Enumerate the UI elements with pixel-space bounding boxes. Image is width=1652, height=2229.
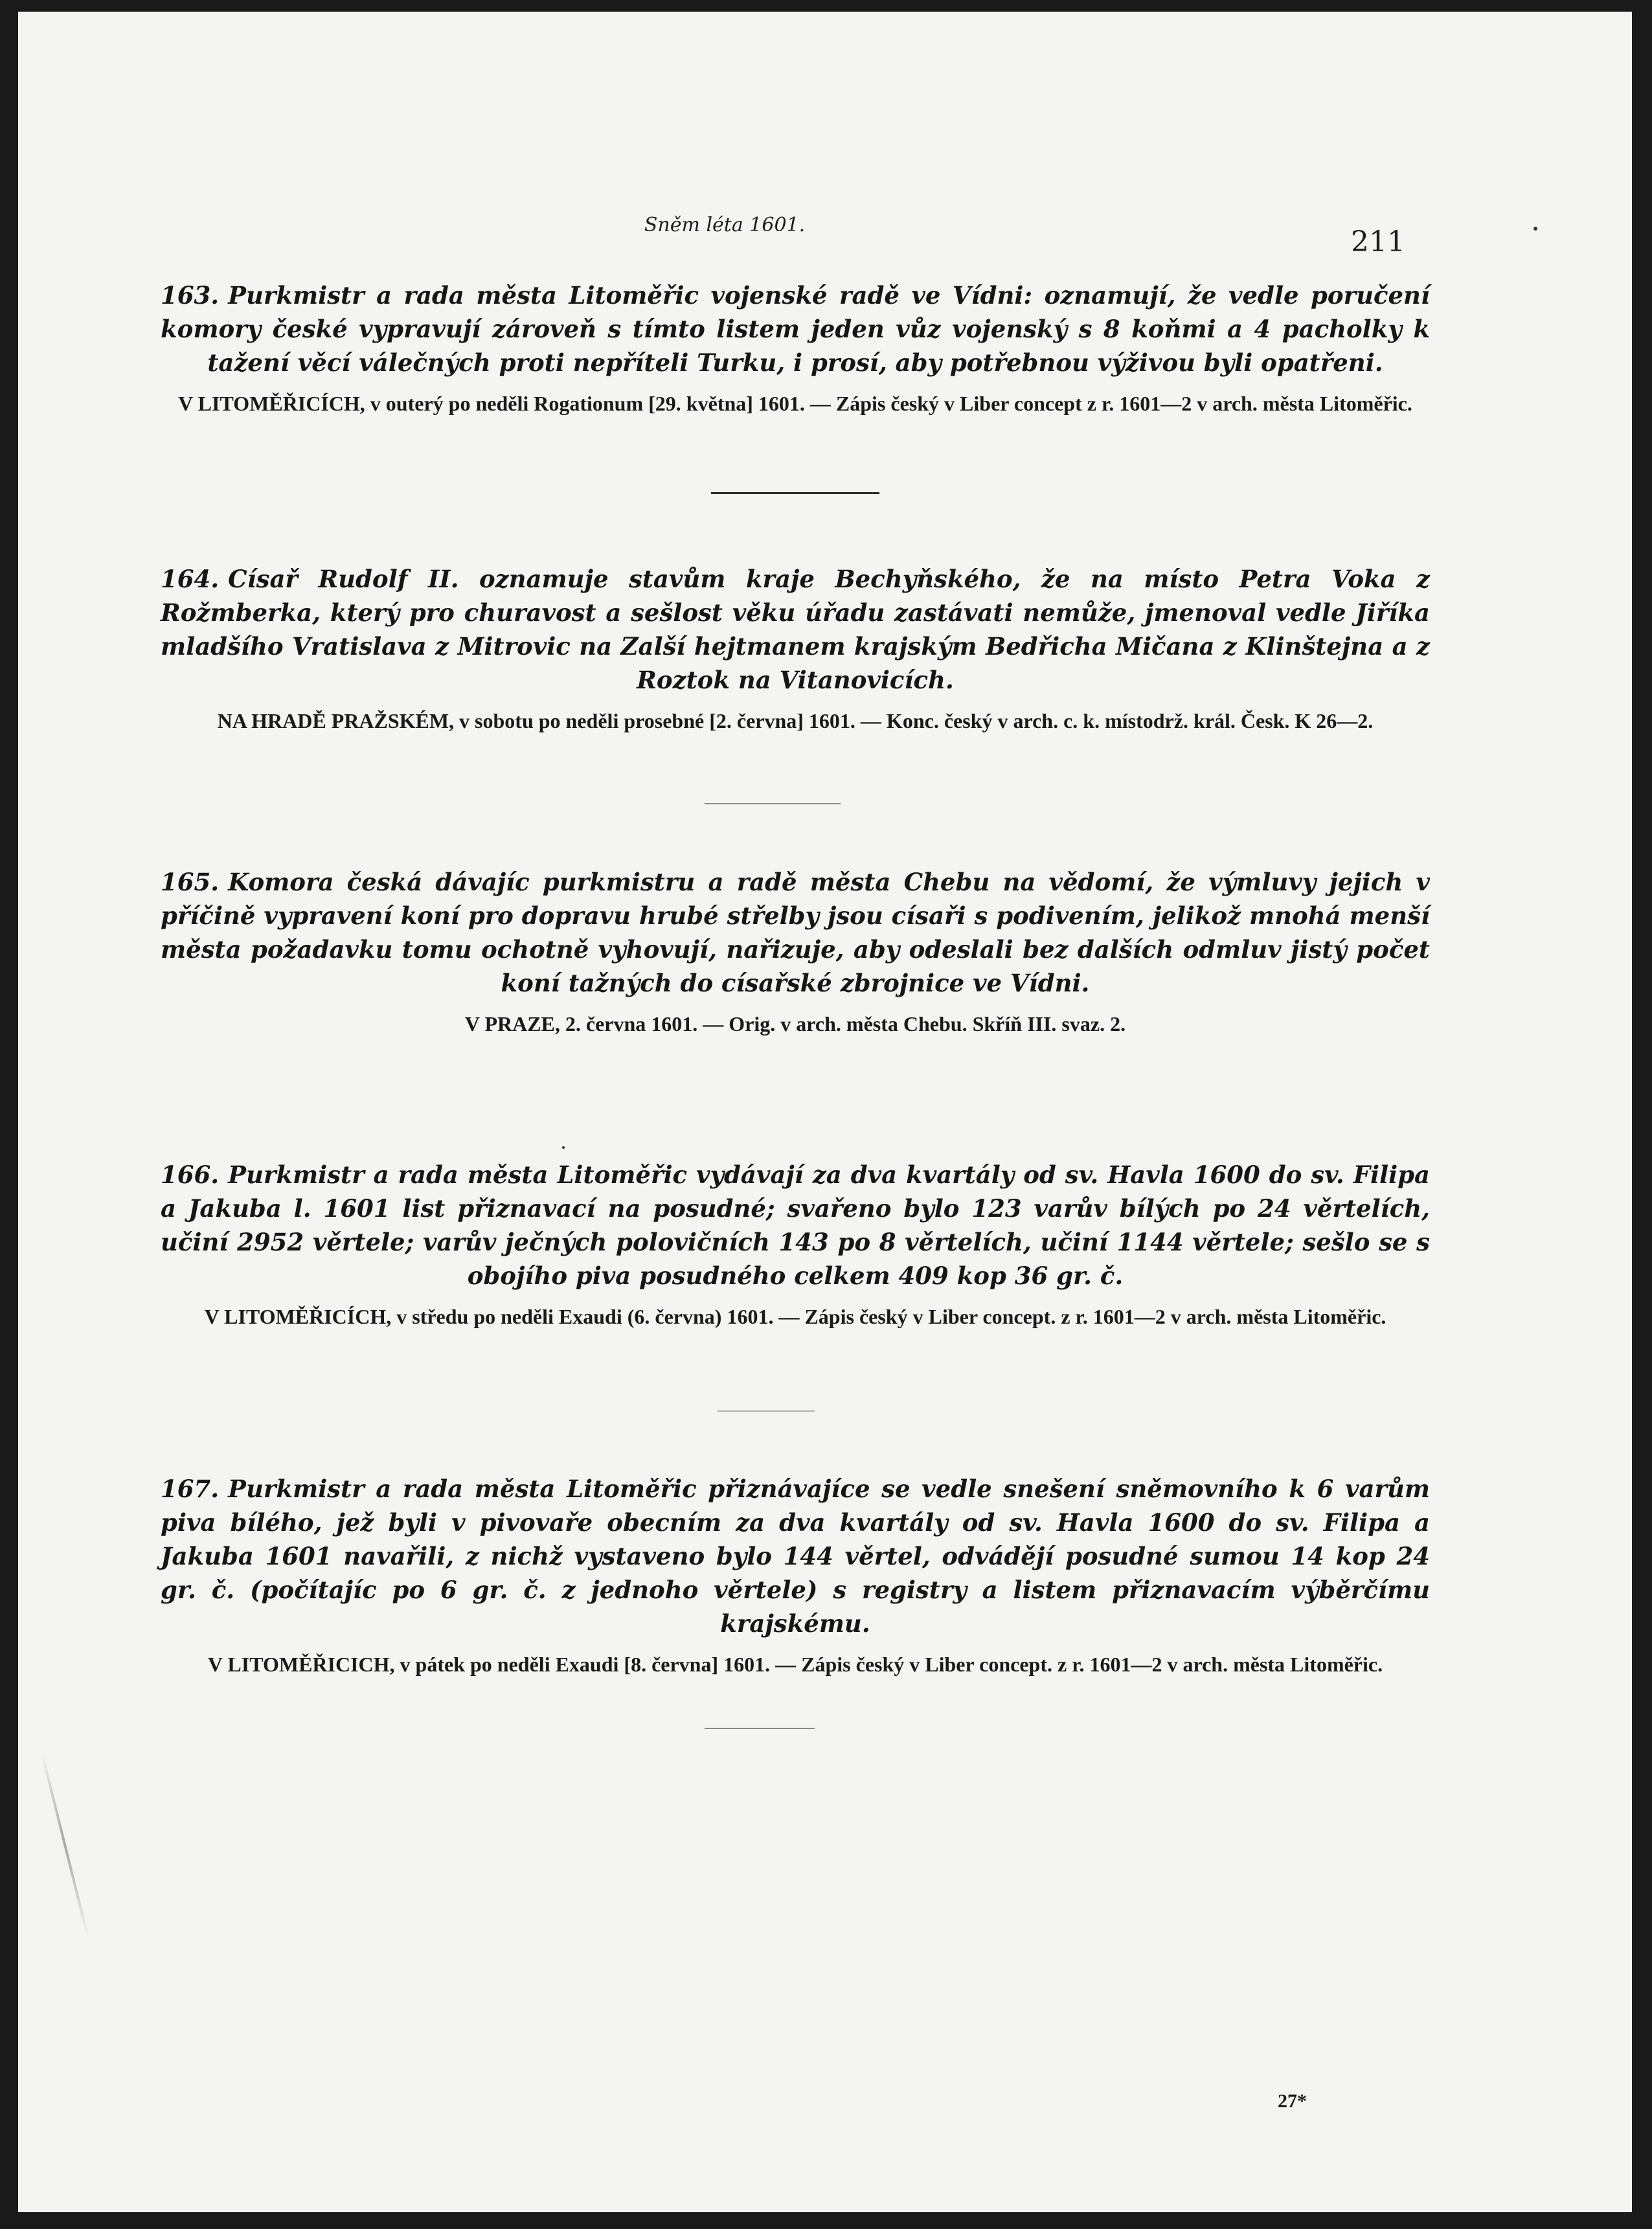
entry-regest — [161, 1158, 1430, 1293]
entry-regest — [161, 278, 1430, 379]
entry-regest-text: Císař Rudolf II. oznamuje stavům kraje Bechyňského, že na místo Petra Voka z Rožmberka, který pro churavost a sešlost věku úřadu zastávati nemůže, jmenoval vedle Jiříka mladšího Vratislava z Mitrovic na Zalší hejtmanem krajským Bedřicha Mičana z Klinštejna a z Roztok na Vitanovicích. — [161, 565, 1430, 694]
entry-regest — [161, 562, 1430, 697]
entry-source: NA HRADĚ PRAŽSKÉM, v sobotu po neděli prosebné [2. června] 1601. — Konc. český v arch. c. k. místodrž. král. Česk. K 26—2. — [217, 709, 1374, 732]
signature-mark: 27* — [1278, 2090, 1307, 2112]
page-number: 211 — [1351, 225, 1405, 258]
entry-164 — [161, 562, 1430, 736]
entry-number: 166. — [161, 1160, 220, 1189]
entry-source: V LITOMĚŘICÍCH, v středu po neděli Exaudi (6. června) 1601. — Zápis český v Liber concept. z r. 1601—2 v arch. města Litoměřic. — [204, 1305, 1386, 1328]
entry-regest — [161, 1472, 1430, 1640]
entry-regest-text: Purkmistr a rada města Litoměřic vojenské radě ve Vídni: oznamují, že vedle poručení komory české vypravují zároveň s tímto listem jeden vůz vojenský s 8 koňmi a 4 pacholky k tažení věcí válečných proti nepříteli Turku, i prosí, aby potřebnou výživou byli opatřeni. — [161, 281, 1430, 377]
entry-163 — [161, 278, 1430, 418]
entry-regest-text: Purkmistr a rada města Litoměřic vydávají za dva kvartály od sv. Havla 1600 do sv. Filipa a Jakuba l. 1601 list přiznavací na posudné; svařeno bylo 123 varův bílých po 24 věrtelích, učiní 2952 věrtele; varův ječných polovičních 143 po 8 věrtelích, učiní 1144 věrtele; sešlo se s obojího piva posudného celkem 409 kop 36 gr. č. — [161, 1160, 1430, 1290]
entry-source: V LITOMĚŘICÍCH, v outerý po neděli Rogationum [29. května] 1601. — Zápis český v Liber concept z r. 1601—2 v arch. města Litoměřic. — [178, 392, 1412, 415]
entry-number: 165. — [161, 868, 220, 896]
entry-number: 163. — [161, 281, 220, 310]
separator-rule — [705, 1728, 815, 1729]
separator-rule — [718, 1410, 815, 1412]
scan-speck — [562, 1146, 565, 1149]
entry-165 — [161, 865, 1430, 1039]
entry-source: V LITOMĚŘICICH, v pátek po neděli Exaudi [8. června] 1601. — Zápis český v Liber concept. z r. 1601—2 v arch. města Litoměřic. — [207, 1653, 1383, 1676]
entry-167 — [161, 1472, 1430, 1679]
entry-regest — [161, 865, 1430, 1000]
scan-artifact — [40, 1750, 89, 1939]
entry-number: 164. — [161, 565, 220, 593]
entry-number: 167. — [161, 1475, 220, 1503]
entry-regest-text: Komora česká dávajíc purkmistru a radě města Chebu na vědomí, že výmluvy jejich v příčině vypravení koní pro dopravu hrubé střelby jsou císaři s podivením, jelikož mnohá menší města požadavku tomu ochotně vyhovují, nařizuje, aby odeslali bez dalších odmluv jistý počet koní tažných do císařské zbrojnice ve Vídni. — [161, 868, 1430, 997]
entry-166 — [161, 1158, 1430, 1331]
document-page — [18, 12, 1632, 2212]
running-title: Sněm léta 1601. — [644, 214, 806, 236]
separator-rule — [705, 803, 841, 804]
separator-rule — [711, 492, 879, 494]
entry-regest-text: Purkmistr a rada města Litoměřic přiznávajíce se vedle snešení sněmovního k 6 varům piva bílého, jež byli v pivovaře obecním za dva kvartály od sv. Havla 1600 do sv. Filipa a Jakuba 1601 navařili, z nichž vystaveno bylo 144 věrtel, odvádějí posudné sumou 14 kop 24 gr. č. (počítajíc po 6 gr. č. z jednoho věrtele) s registry a listem přiznavacím výběrčímu krajskému. — [161, 1475, 1430, 1638]
entry-source: V PRAZE, 2. června 1601. — Orig. v arch. města Chebu. Skříň III. svaz. 2. — [464, 1012, 1126, 1035]
